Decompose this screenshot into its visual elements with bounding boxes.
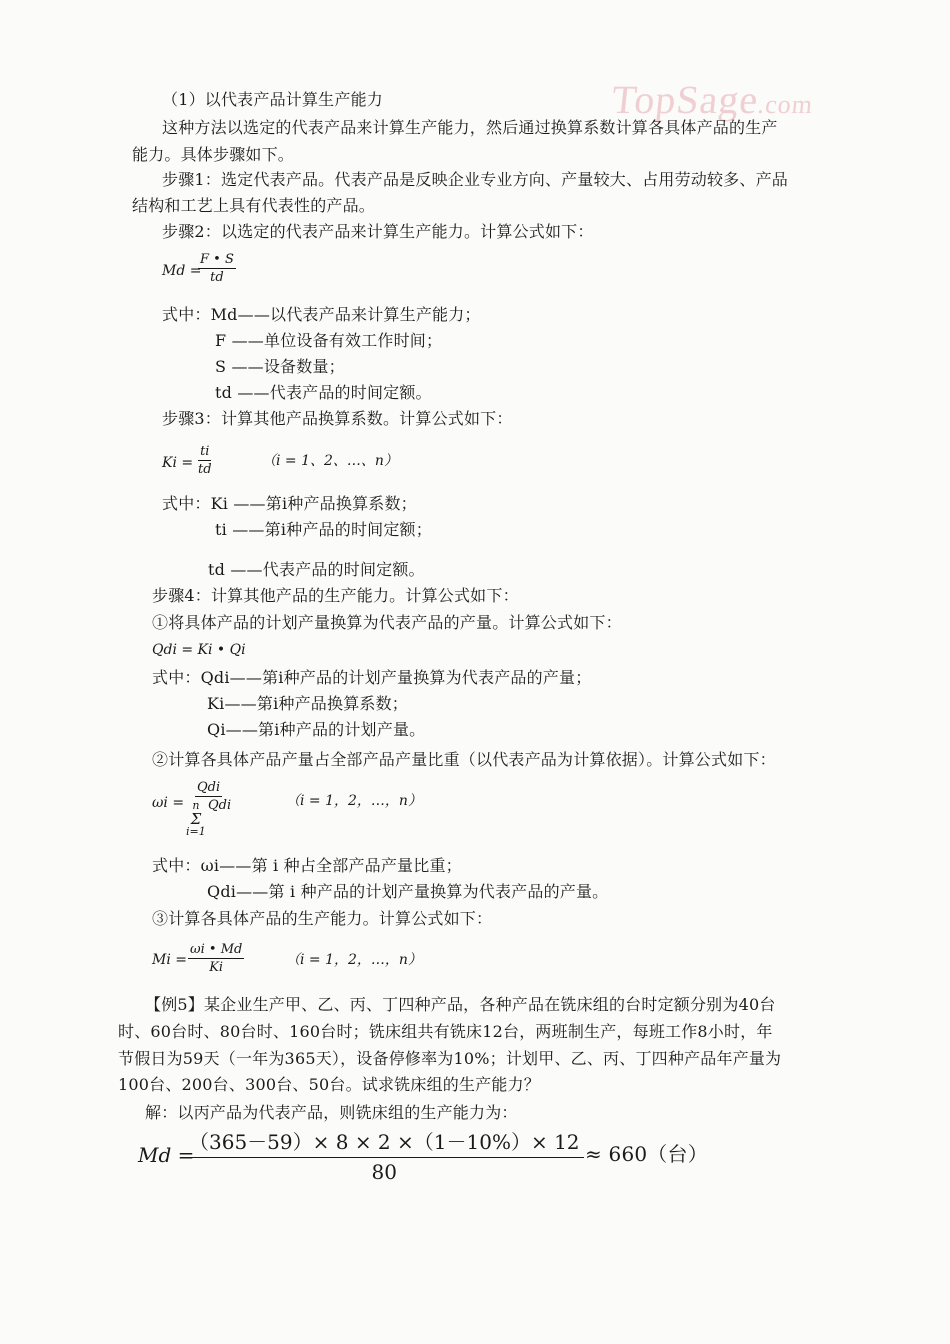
example-formula-result: ≈ 660（台）	[585, 1142, 708, 1166]
paragraph-line: 步骤4：计算其他产品的生产能力。计算公式如下：	[152, 586, 519, 605]
example-formula-numerator: （365－59）× 8 × 2 ×（1－10%）× 12	[185, 1126, 584, 1158]
sum-lower: i=1	[186, 825, 206, 838]
formula-wi-numerator: Qdi	[197, 780, 221, 795]
example-formula-fraction	[185, 1126, 584, 1184]
formula-ki-lhs: Ki =	[162, 455, 194, 471]
formula-mi-lhs: Mi =	[152, 952, 187, 968]
definition-line: Ki——第i种产品换算系数；	[207, 694, 408, 713]
paragraph-line: ③计算各具体产品的生产能力。计算公式如下：	[152, 909, 493, 928]
formula-ki-denominator: td	[198, 462, 212, 477]
definition-line: 式中：Ki ——第i种产品换算系数；	[162, 494, 417, 513]
definition-line: 式中：Md——以代表产品来计算生产能力；	[162, 305, 481, 324]
formula-ki-fraction	[198, 444, 212, 477]
paragraph-line: 能力。具体步骤如下。	[132, 145, 295, 164]
definition-line: S ——设备数量；	[215, 357, 345, 376]
definition-line: ti ——第i种产品的时间定额；	[215, 520, 432, 539]
sum-symbol: Σ	[190, 810, 202, 828]
formula-qdi: Qdi = Ki • Qi	[152, 642, 246, 658]
definition-line: 式中：Qdi——第i种产品的计划产量换算为代表产品的产量；	[152, 668, 592, 687]
formula-ki-condition: （i = 1、2、…、n）	[262, 453, 398, 469]
section-heading: （1）以代表产品计算生产能力	[162, 90, 383, 109]
formula-md-denominator: td	[210, 270, 224, 285]
summation-sign	[186, 800, 206, 838]
paragraph-line: ①将具体产品的计划产量换算为代表产品的产量。计算公式如下：	[152, 613, 622, 632]
paragraph-line: 步骤1：选定代表产品。代表产品是反映企业专业方向、产量较大、占用劳动较多、产品	[162, 170, 788, 189]
watermark: TopSage.com	[609, 77, 815, 122]
solution-line: 解：以丙产品为代表产品，则铣床组的生产能力为：	[145, 1103, 518, 1122]
example-line: 【例5】某企业生产甲、乙、丙、丁四种产品，各种产品在铣床组的台时定额分别为40台	[145, 995, 776, 1014]
sum-upper: n	[192, 799, 200, 812]
example-formula-lhs: Md =	[138, 1143, 195, 1167]
formula-mi-fraction	[188, 942, 244, 975]
formula-mi-condition: （i = 1，2，…，n）	[286, 952, 422, 968]
definition-line: td ——代表产品的时间定额。	[208, 560, 425, 579]
definition-line: F ——单位设备有效工作时间；	[215, 331, 443, 350]
formula-md-lhs: Md =	[162, 263, 202, 279]
paragraph-line: 这种方法以选定的代表产品来计算生产能力，然后通过换算系数计算各具体产品的生产	[162, 118, 778, 137]
formula-ki-numerator: ti	[200, 444, 210, 459]
example-formula-denominator: 80	[371, 1160, 397, 1184]
definition-line: 式中：ωi——第 i 种占全部产品产量比重；	[152, 856, 462, 875]
formula-md-fraction	[198, 252, 236, 285]
example-line: 节假日为59天（一年为365天），设备停修率为10%；计划甲、乙、丙、丁四种产品年产量为	[118, 1049, 782, 1068]
formula-wi-condition: （i = 1，2，…，n）	[286, 793, 422, 809]
formula-mi-numerator: ωi • Md	[190, 942, 243, 957]
definition-line: Qi——第i种产品的计划产量。	[207, 720, 426, 739]
paragraph-line: ②计算各具体产品产量占全部产品产量比重（以代表产品为计算依据）。计算公式如下：	[152, 750, 776, 769]
paragraph-line: 步骤3：计算其他产品换算系数。计算公式如下：	[162, 409, 513, 428]
formula-md-numerator: F • S	[200, 252, 234, 267]
formula-wi-denominator: Qdi	[208, 798, 232, 813]
paragraph-line: 结构和工艺上具有代表性的产品。	[132, 196, 376, 215]
paragraph-line: 步骤2：以选定的代表产品来计算生产能力。计算公式如下：	[162, 222, 594, 241]
example-line: 时、60台时、80台时、160台时；铣床组共有铣床12台，两班制生产，每班工作8小时，年	[118, 1022, 773, 1041]
definition-line: td ——代表产品的时间定额。	[215, 383, 432, 402]
formula-wi-lhs: ωi =	[152, 795, 185, 811]
example-line: 100台、200台、300台、50台。试求铣床组的生产能力？	[118, 1075, 540, 1094]
formula-mi-denominator: Ki	[209, 960, 224, 975]
definition-line: Qdi——第 i 种产品的计划产量换算为代表产品的产量。	[207, 882, 609, 901]
